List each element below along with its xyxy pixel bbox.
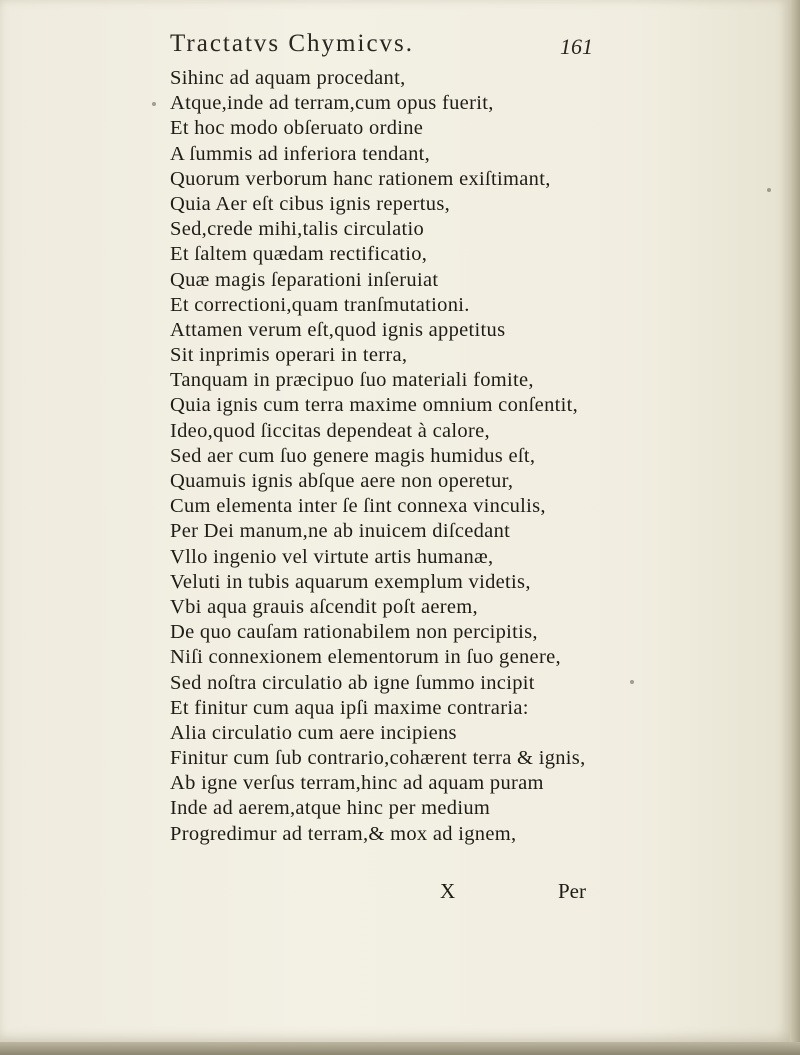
verse-line: Alia circulatio cum aere incipiens	[170, 721, 457, 744]
verse-line: Quorum verborum hanc rationem exiſtimant,	[170, 167, 551, 190]
running-title: Tractatvs Chymicvs.	[170, 30, 415, 57]
verse-line: Quamuis ignis abſque aere non operetur,	[170, 470, 514, 492]
verse-line: Sed aer cum ſuo genere magis humidus eſt,	[170, 444, 536, 467]
verse-line: Tanquam in præcipuo ſuo materiali fomite,	[170, 369, 534, 392]
verse-line: Inde ad aerem,atque hinc per medium	[170, 797, 491, 820]
verse-line: Veluti in tubis aquarum exemplum videtis,	[170, 570, 531, 593]
signature-mark: X	[440, 879, 456, 903]
ink-speck	[630, 680, 634, 684]
verse-line: Sed noſtra circulatio ab igne ſummo incipit	[170, 671, 535, 694]
verse-line: Niſi connexionem elementorum in ſuo genere,	[170, 646, 561, 669]
verse-line: Sihinc ad aquam procedant,	[170, 67, 406, 89]
verse-line: Quia ignis cum terra maxime omnium conſentit,	[170, 394, 579, 417]
verse-text	[170, 66, 770, 847]
verse-line: De quo cauſam rationabilem non percipitis,	[170, 621, 538, 644]
verse-line: Quæ magis ſeparationi inſeruiat	[170, 268, 439, 291]
verse-line: Attamen verum eſt,quod ignis appetitus	[170, 318, 506, 341]
verse-line: Sed,crede mihi,talis circulatio	[170, 218, 425, 241]
verse-line: Vbi aqua grauis aſcendit poſt aerem,	[170, 595, 478, 618]
verse-line: Et ſaltem quædam rectificatio,	[170, 243, 428, 266]
verse-line: Finitur cum ſub contrario,cohærent terra & ignis,	[170, 747, 586, 770]
verse-line: Vllo ingenio vel virtute artis humanæ,	[170, 545, 494, 568]
verse-line: Sit inprimis operari in terra,	[170, 344, 408, 367]
verse-line: A ſummis ad inferiora tendant,	[170, 142, 431, 165]
verse-line: Progredimur ad terram,& mox ad ignem,	[170, 822, 517, 845]
verse-line: Atque,inde ad terram,cum opus fuerit,	[170, 92, 494, 115]
verse-line: Et correctioni,quam tranſmutationi.	[170, 293, 470, 316]
verse-line: Et finitur cum aqua ipſi maxime contraria:	[170, 696, 529, 719]
verse-line: Per Dei manum,ne ab inuicem diſcedant	[170, 520, 511, 543]
ink-speck	[767, 188, 771, 192]
verse-line: Ab igne verſus terram,hinc ad aquam puram	[170, 772, 544, 795]
verse-line: Et hoc modo obſeruato ordine	[170, 117, 424, 140]
catchword: Per	[558, 879, 586, 903]
page-edge-right	[790, 0, 800, 1042]
verse-line: Cum elementa inter ſe ſint connexa vinculis,	[170, 495, 546, 518]
ink-speck	[152, 102, 156, 106]
page-edge-bottom	[0, 1042, 800, 1055]
verse-line: Quia Aer eſt cibus ignis repertus,	[170, 192, 451, 215]
page-number: 161	[560, 34, 593, 59]
verse-line: Ideo,quod ſiccitas dependeat à calore,	[170, 419, 490, 442]
